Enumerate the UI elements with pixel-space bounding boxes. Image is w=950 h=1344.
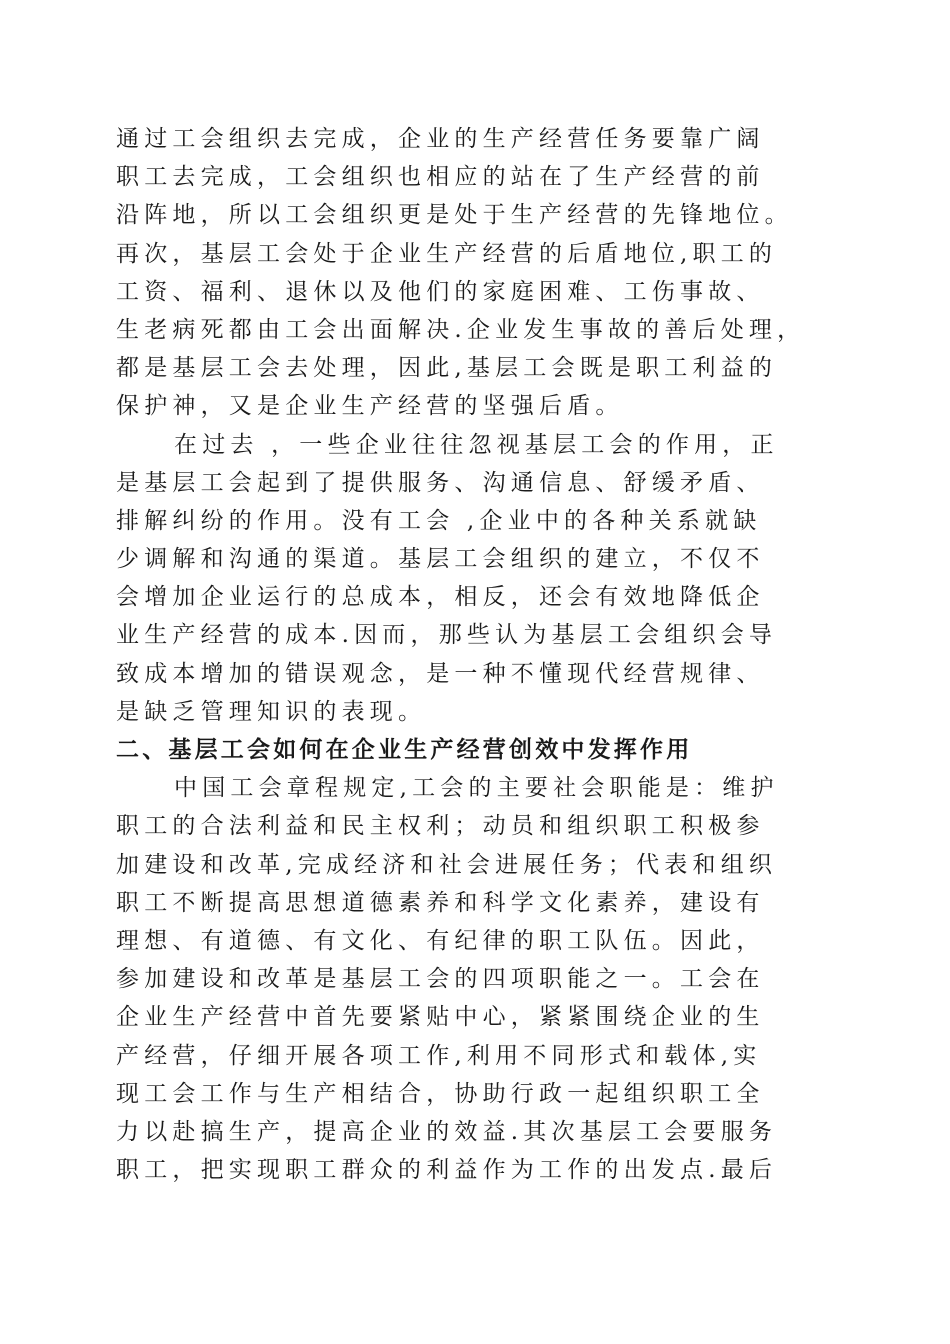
text-line: 中国工会章程规定,工会的主要社会职能是：维护 [174,775,779,802]
text-line: 排解纠纷的作用。没有工会 ,企业中的各种关系就缺 [116,507,762,534]
text-line: 沿阵地，所以工会组织更是处于生产经营的先锋地位。 [116,202,793,229]
text-line: 职工去完成，工会组织也相应的站在了生产经营的前 [116,164,765,191]
text-line: 在过去 ，一些企业往往忽视基层工会的作用，正 [174,431,779,458]
text-line: 致成本增加的错误观念，是一种不懂现代经营规律、 [116,660,765,687]
text-line: 业生产经营的成本.因而，那些认为基层工会组织会导 [116,622,778,649]
text-line: 企业生产经营中首先要紧贴中心，紧紧围绕企业的生 [116,1004,765,1031]
section-heading: 二、基层工会如何在企业生产经营创效中发挥作用 [116,737,693,763]
text-line: 生老病死都由工会出面解决.企业发生事故的善后处理， [116,316,806,343]
text-line: 职工不断提高思想道德素养和科学文化素养，建设有 [116,889,765,916]
text-line: 现工会工作与生产相结合，协助行政一起组织职工全 [116,1080,765,1107]
text-line: 产经营，仔细开展各项工作,利用不同形式和载体,实 [116,1042,762,1069]
text-line: 加建设和改革,完成经济和社会进展任务；代表和组织 [116,851,778,878]
text-line: 参加建设和改革是基层工会的四项职能之一。工会在 [116,966,765,993]
text-line: 保护神，又是企业生产经营的坚强后盾。 [116,393,624,420]
text-line: 是基层工会起到了提供服务、沟通信息、舒缓矛盾、 [116,469,765,496]
text-line: 职工的合法利益和民主权利；动员和组织职工积极参 [116,813,765,840]
body-text [116,120,836,1189]
text-line: 力以赴搞生产，提高企业的效益.其次基层工会要服务 [116,1118,778,1145]
text-line: 少调解和沟通的渠道。基层工会组织的建立，不仅不 [116,546,765,573]
text-line: 职工，把实现职工群众的利益作为工作的出发点.最后 [116,1157,778,1184]
text-line: 都是基层工会去处理，因此,基层工会既是职工利益的 [116,355,778,382]
text-line: 通过工会组织去完成，企业的生产经营任务要靠广阔 [116,126,765,152]
text-line: 会增加企业运行的总成本，相反，还会有效地降低企 [116,584,765,611]
text-line: 工资、福利、退休以及他们的家庭困难、工伤事故、 [116,278,765,305]
text-line: 是缺乏管理知识的表现。 [116,698,427,725]
text-line: 再次，基层工会处于企业生产经营的后盾地位,职工的 [116,240,778,267]
text-line: 理想、有道德、有文化、有纪律的职工队伍。因此， [116,927,765,954]
